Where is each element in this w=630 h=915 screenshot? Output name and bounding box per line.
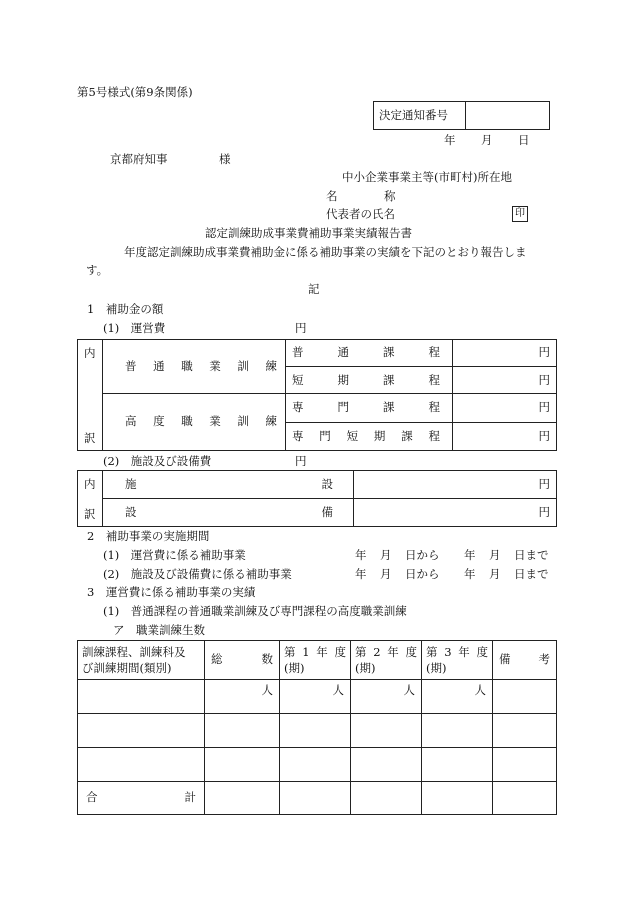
year2-count-cell[interactable]: 人 bbox=[351, 680, 422, 714]
date-year: 年 bbox=[444, 133, 456, 147]
header-total-2: 数 bbox=[261, 652, 273, 667]
header-year3-ki: (期) bbox=[426, 661, 447, 676]
seal-mark: 印 bbox=[512, 206, 528, 222]
year3-count-cell[interactable] bbox=[422, 748, 493, 782]
header-note-2: 考 bbox=[538, 652, 550, 667]
note-cell[interactable] bbox=[493, 782, 557, 815]
header-year3-c1: 第 bbox=[426, 645, 438, 659]
amount-cell[interactable]: 円 bbox=[354, 499, 557, 527]
total-label-1: 合 bbox=[86, 790, 98, 805]
year3-count-cell[interactable]: 人 bbox=[422, 680, 493, 714]
applicant-location-label: 中小企業事業主等(市町村)所在地 bbox=[342, 170, 512, 184]
header-year3-c2: 3 bbox=[444, 645, 452, 659]
group-advanced-training-label: 高 度 職 業 訓 練 bbox=[125, 414, 277, 429]
operating-cost-yen: 円 bbox=[295, 321, 307, 335]
table-row bbox=[78, 748, 557, 782]
amount-cell[interactable]: 円 bbox=[453, 394, 557, 422]
header-year2-c4: 度 bbox=[405, 645, 417, 659]
item-cell bbox=[103, 499, 354, 527]
period-row-1-to-month: 月 bbox=[489, 548, 501, 562]
total-count-cell[interactable] bbox=[205, 782, 280, 815]
uchiwake-cell bbox=[78, 340, 103, 451]
total-count-cell[interactable] bbox=[205, 714, 280, 748]
addressee-honorific: 様 bbox=[219, 152, 231, 166]
header-year2-ki: (期) bbox=[355, 661, 376, 676]
group-general-training-label: 普 通 職 業 訓 練 bbox=[125, 358, 277, 373]
period-row-1-from-month: 月 bbox=[380, 548, 392, 562]
year3-count-cell[interactable] bbox=[422, 782, 493, 815]
amount-cell[interactable]: 円 bbox=[453, 422, 557, 450]
year3-count-cell[interactable] bbox=[422, 714, 493, 748]
course-cell bbox=[286, 340, 453, 367]
course-cell bbox=[286, 394, 453, 422]
header-year1-ki: (期) bbox=[284, 661, 305, 676]
wake-label: 訳 bbox=[84, 430, 96, 445]
facility-cost-label: (2) 施設及び設備費 bbox=[103, 454, 212, 468]
note-cell[interactable] bbox=[493, 748, 557, 782]
header-year1-c4: 度 bbox=[334, 645, 346, 659]
header-year1-c3: 年 bbox=[316, 645, 328, 659]
year1-count-cell[interactable] bbox=[280, 748, 351, 782]
applicant-name-label-2: 称 bbox=[384, 189, 396, 203]
ki-mark: 記 bbox=[308, 282, 320, 296]
header-year1-c2: 1 bbox=[302, 645, 310, 659]
date-month: 月 bbox=[481, 133, 493, 147]
period-row-2-from-year: 年 bbox=[355, 567, 367, 581]
uchi-label: 内 bbox=[84, 477, 96, 491]
section-3-sub1: (1) 普通課程の普通職業訓練及び専門課程の高度職業訓練 bbox=[103, 604, 407, 618]
decision-number-label: 決定通知番号 bbox=[374, 102, 466, 130]
period-row-2-from-day: 日から bbox=[405, 567, 440, 581]
header-year3-c3: 年 bbox=[458, 645, 470, 659]
header-course-line1: 訓練課程、訓練科及 bbox=[82, 645, 186, 659]
operating-cost-label: (1) 運営費 bbox=[103, 321, 166, 335]
header-total bbox=[205, 641, 280, 680]
header-year2-c1: 第 bbox=[355, 645, 367, 659]
header-year1-c1: 第 bbox=[284, 645, 296, 659]
total-label-2: 計 bbox=[184, 790, 196, 805]
amount-cell[interactable]: 円 bbox=[453, 367, 557, 394]
note-cell[interactable] bbox=[493, 680, 557, 714]
header-course-line2: び訓練期間(類別) bbox=[82, 661, 172, 676]
document-title: 認定訓練助成事業費補助事業実績報告書 bbox=[205, 226, 412, 240]
period-row-2-to-month: 月 bbox=[489, 567, 501, 581]
date-day: 日 bbox=[518, 133, 530, 147]
course-value-cell[interactable] bbox=[78, 680, 205, 714]
header-course bbox=[78, 641, 205, 680]
uchiwake-cell bbox=[78, 471, 103, 527]
section-1-heading: 1 補助金の額 bbox=[87, 302, 164, 316]
representative-label: 代表者の氏名 bbox=[326, 207, 395, 221]
course-value-cell[interactable] bbox=[78, 714, 205, 748]
uchi-label: 内 bbox=[84, 346, 96, 360]
year2-count-cell[interactable] bbox=[351, 782, 422, 815]
total-count-cell[interactable] bbox=[205, 748, 280, 782]
period-row-2-to-day: 日まで bbox=[514, 567, 549, 581]
period-row-1-to-year: 年 bbox=[464, 548, 476, 562]
facility-cost-yen: 円 bbox=[295, 454, 307, 468]
section-2-heading: 2 補助事業の実施期間 bbox=[87, 529, 210, 543]
header-year3 bbox=[422, 641, 493, 680]
period-row-1-label: (1) 運営費に係る補助事業 bbox=[103, 548, 246, 562]
header-note-1: 備 bbox=[499, 652, 511, 667]
group-general-training bbox=[103, 340, 286, 394]
header-year2-c2: 2 bbox=[373, 645, 381, 659]
item-facility-label: 施 設 bbox=[125, 476, 333, 491]
year1-count-cell[interactable] bbox=[280, 782, 351, 815]
header-year3-c4: 度 bbox=[476, 645, 488, 659]
period-row-1-to-day: 日まで bbox=[514, 548, 549, 562]
course-specialized-short-label: 専 門 短 期 課 程 bbox=[292, 428, 440, 443]
period-row-2-label: (2) 施設及び設備費に係る補助事業 bbox=[103, 567, 292, 581]
period-row-2-from-month: 月 bbox=[380, 567, 392, 581]
header-year2-c3: 年 bbox=[387, 645, 399, 659]
course-cell bbox=[286, 367, 453, 394]
form-number: 第5号様式(第9条関係) bbox=[77, 85, 193, 99]
group-advanced-training bbox=[103, 394, 286, 451]
year2-count-cell[interactable] bbox=[351, 748, 422, 782]
operating-cost-table bbox=[77, 339, 557, 451]
decision-number-field[interactable] bbox=[466, 102, 550, 130]
section-3-heading: 3 運営費に係る補助事業の実績 bbox=[87, 585, 256, 599]
body-text-line2: す。 bbox=[86, 263, 109, 277]
course-regular-label: 普 通 課 程 bbox=[292, 345, 440, 360]
header-year2 bbox=[351, 641, 422, 680]
amount-cell[interactable]: 円 bbox=[453, 340, 557, 367]
applicant-name-label-1: 名 bbox=[326, 189, 338, 203]
header-total-1: 総 bbox=[211, 652, 223, 667]
course-short-label: 短 期 課 程 bbox=[292, 372, 440, 387]
table-row bbox=[78, 714, 557, 748]
item-cell bbox=[103, 471, 354, 499]
section-3-sub-a: ア 職業訓練生数 bbox=[113, 623, 205, 637]
period-row-2-to-year: 年 bbox=[464, 567, 476, 581]
table-row bbox=[78, 680, 557, 714]
year1-count-cell[interactable] bbox=[280, 714, 351, 748]
item-equipment-label: 設 備 bbox=[125, 504, 333, 519]
year2-count-cell[interactable] bbox=[351, 714, 422, 748]
decision-number-box bbox=[373, 101, 550, 130]
trainee-count-table bbox=[77, 640, 557, 815]
year1-count-cell[interactable]: 人 bbox=[280, 680, 351, 714]
header-year1 bbox=[280, 641, 351, 680]
course-value-cell[interactable] bbox=[78, 748, 205, 782]
period-row-1-from-day: 日から bbox=[405, 548, 440, 562]
total-count-cell[interactable]: 人 bbox=[205, 680, 280, 714]
total-label-cell bbox=[78, 782, 205, 815]
note-cell[interactable] bbox=[493, 714, 557, 748]
header-note bbox=[493, 641, 557, 680]
course-specialized-label: 専 門 課 程 bbox=[292, 400, 440, 415]
period-row-1-from-year: 年 bbox=[355, 548, 367, 562]
body-text-line1: 年度認定訓練助成事業費補助金に係る補助事業の実績を下記のとおり報告しま bbox=[124, 245, 527, 259]
total-row bbox=[78, 782, 557, 815]
facility-cost-table bbox=[77, 470, 557, 527]
amount-cell[interactable]: 円 bbox=[354, 471, 557, 499]
wake-label: 訳 bbox=[84, 506, 96, 521]
addressee-name: 京都府知事 bbox=[110, 152, 168, 166]
course-cell bbox=[286, 422, 453, 450]
